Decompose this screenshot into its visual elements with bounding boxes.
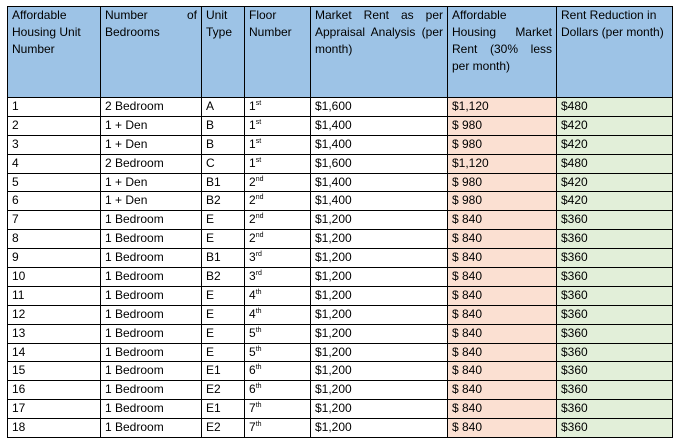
rent-reduction-cell: $360 (557, 362, 673, 381)
market-rent-cell: $1,200 (311, 230, 448, 249)
floor-suffix: st (255, 137, 262, 145)
unit-type-cell: E (202, 305, 245, 324)
floor-cell (245, 305, 311, 324)
unit-type-cell: E (202, 343, 245, 362)
floor-number: 4 (249, 306, 256, 321)
header-affordable-rent: Affordable Housing Market Rent (30% less per month) (448, 7, 557, 98)
unit-type-cell: E (202, 211, 245, 230)
floor-number: 7 (249, 401, 256, 416)
floor-cell (245, 362, 311, 381)
affordable-rent-cell: $ 840 (448, 286, 557, 305)
header-bedrooms: Number of Bedrooms (101, 7, 202, 98)
floor-cell (245, 230, 311, 249)
table-row (8, 116, 673, 135)
floor-number: 3 (249, 269, 256, 284)
floor-cell (245, 116, 311, 135)
market-rent-cell: $1,200 (311, 324, 448, 343)
floor-cell (245, 268, 311, 287)
table-row (8, 362, 673, 381)
rent-reduction-cell: $360 (557, 381, 673, 400)
header-rent-reduction: Rent Reduction in Dollars (per month) (557, 7, 673, 98)
unit-type-cell: E2 (202, 381, 245, 400)
affordable-rent-cell: $ 840 (448, 230, 557, 249)
rent-reduction-cell: $420 (557, 116, 673, 135)
unit-type-cell: B1 (202, 173, 245, 192)
unit-number-cell: 11 (8, 286, 101, 305)
affordable-rent-cell: $ 980 (448, 116, 557, 135)
market-rent-cell: $1,400 (311, 173, 448, 192)
market-rent-cell: $1,600 (311, 98, 448, 117)
table-row (8, 400, 673, 419)
rent-reduction-cell: $360 (557, 230, 673, 249)
floor-cell (245, 154, 311, 173)
rent-reduction-cell: $360 (557, 286, 673, 305)
floor-suffix: th (255, 288, 262, 296)
bedrooms-cell: 1 + Den (101, 173, 202, 192)
table-row (8, 173, 673, 192)
unit-type-cell: A (202, 98, 245, 117)
header-floor: Floor Number (245, 7, 311, 98)
bedrooms-cell: 1 Bedroom (101, 249, 202, 268)
bedrooms-cell: 1 Bedroom (101, 362, 202, 381)
header-row (8, 7, 673, 98)
floor-suffix: th (255, 421, 262, 429)
floor-cell (245, 381, 311, 400)
unit-number-cell: 7 (8, 211, 101, 230)
unit-number-cell: 5 (8, 173, 101, 192)
affordable-rent-cell: $ 840 (448, 381, 557, 400)
unit-number-cell: 16 (8, 381, 101, 400)
table-row (8, 230, 673, 249)
floor-suffix: th (255, 402, 262, 410)
table-row (8, 343, 673, 362)
floor-cell (245, 192, 311, 211)
unit-type-cell: C (202, 154, 245, 173)
rent-reduction-cell: $360 (557, 400, 673, 419)
market-rent-cell: $1,200 (311, 381, 448, 400)
unit-type-cell: B (202, 135, 245, 154)
floor-number: 6 (249, 382, 256, 397)
table-row (8, 381, 673, 400)
floor-suffix: th (255, 326, 262, 334)
table-row (8, 154, 673, 173)
rent-reduction-cell: $420 (557, 135, 673, 154)
affordable-rent-cell: $ 840 (448, 324, 557, 343)
floor-suffix: st (255, 156, 262, 164)
floor-cell (245, 249, 311, 268)
unit-number-cell: 18 (8, 419, 101, 438)
affordable-rent-cell: $ 980 (448, 192, 557, 211)
bedrooms-cell: 1 Bedroom (101, 305, 202, 324)
floor-suffix: th (255, 383, 262, 391)
market-rent-cell: $1,200 (311, 419, 448, 438)
unit-type-cell: E1 (202, 362, 245, 381)
unit-type-cell: B2 (202, 192, 245, 211)
floor-suffix: rd (255, 251, 262, 259)
floor-number: 1 (249, 136, 256, 151)
affordable-rent-cell: $ 840 (448, 211, 557, 230)
floor-cell (245, 324, 311, 343)
rent-reduction-cell: $420 (557, 173, 673, 192)
bedrooms-cell: 1 Bedroom (101, 230, 202, 249)
unit-number-cell: 14 (8, 343, 101, 362)
affordable-rent-cell: $1,120 (448, 98, 557, 117)
affordable-rent-cell: $ 840 (448, 343, 557, 362)
market-rent-cell: $1,200 (311, 362, 448, 381)
unit-type-cell: E1 (202, 400, 245, 419)
header-unit-type: Unit Type (202, 7, 245, 98)
unit-number-cell: 1 (8, 98, 101, 117)
floor-suffix: st (255, 118, 262, 126)
floor-number: 2 (249, 231, 256, 246)
unit-number-cell: 3 (8, 135, 101, 154)
table-row (8, 324, 673, 343)
unit-number-cell: 13 (8, 324, 101, 343)
rent-reduction-cell: $360 (557, 211, 673, 230)
affordable-rent-cell: $ 840 (448, 419, 557, 438)
market-rent-cell: $1,200 (311, 249, 448, 268)
table-row (8, 192, 673, 211)
affordable-rent-cell: $ 980 (448, 173, 557, 192)
rent-reduction-cell: $480 (557, 154, 673, 173)
unit-number-cell: 15 (8, 362, 101, 381)
floor-number: 5 (249, 325, 256, 340)
table-row (8, 305, 673, 324)
floor-number: 7 (249, 420, 256, 435)
bedrooms-cell: 1 + Den (101, 116, 202, 135)
floor-number: 1 (249, 99, 256, 113)
unit-type-cell: E2 (202, 419, 245, 438)
floor-cell (245, 98, 311, 117)
floor-cell (245, 286, 311, 305)
affordable-rent-cell: $ 840 (448, 268, 557, 287)
floor-cell (245, 173, 311, 192)
unit-number-cell: 12 (8, 305, 101, 324)
market-rent-cell: $1,200 (311, 305, 448, 324)
market-rent-cell: $1,400 (311, 192, 448, 211)
market-rent-cell: $1,200 (311, 286, 448, 305)
floor-number: 1 (249, 117, 256, 132)
floor-cell (245, 400, 311, 419)
market-rent-cell: $1,200 (311, 211, 448, 230)
floor-suffix: th (255, 307, 262, 315)
bedrooms-cell: 1 Bedroom (101, 268, 202, 287)
bedrooms-cell: 1 Bedroom (101, 324, 202, 343)
rent-reduction-cell: $480 (557, 98, 673, 117)
floor-number: 4 (249, 287, 256, 302)
floor-suffix: nd (255, 175, 264, 183)
unit-number-cell: 2 (8, 116, 101, 135)
affordable-rent-cell: $ 980 (448, 135, 557, 154)
market-rent-cell: $1,200 (311, 400, 448, 419)
bedrooms-cell: 2 Bedroom (101, 154, 202, 173)
market-rent-cell: $1,200 (311, 343, 448, 362)
floor-number: 2 (249, 193, 256, 208)
rent-reduction-cell: $420 (557, 192, 673, 211)
unit-type-cell: E (202, 324, 245, 343)
floor-suffix: rd (255, 270, 262, 278)
market-rent-cell: $1,400 (311, 135, 448, 154)
affordable-rent-cell: $ 840 (448, 400, 557, 419)
floor-number: 5 (249, 344, 256, 359)
unit-number-cell: 9 (8, 249, 101, 268)
bedrooms-cell: 1 Bedroom (101, 211, 202, 230)
rent-reduction-cell: $360 (557, 419, 673, 438)
table-body (8, 98, 673, 438)
affordable-rent-cell: $ 840 (448, 305, 557, 324)
affordable-rent-cell: $ 840 (448, 249, 557, 268)
table-row (8, 268, 673, 287)
floor-cell (245, 343, 311, 362)
floor-suffix: th (255, 345, 262, 353)
table-row (8, 249, 673, 268)
bedrooms-cell: 1 Bedroom (101, 400, 202, 419)
bedrooms-cell: 1 Bedroom (101, 381, 202, 400)
table-row (8, 211, 673, 230)
floor-number: 2 (249, 174, 256, 189)
affordable-rent-cell: $ 840 (448, 362, 557, 381)
rent-reduction-cell: $360 (557, 324, 673, 343)
unit-type-cell: B (202, 116, 245, 135)
floor-number: 6 (249, 363, 256, 378)
market-rent-cell: $1,400 (311, 116, 448, 135)
rent-reduction-cell: $360 (557, 268, 673, 287)
affordable-rent-cell: $1,120 (448, 154, 557, 173)
bedrooms-cell: 1 Bedroom (101, 419, 202, 438)
floor-cell (245, 211, 311, 230)
unit-type-cell: B2 (202, 268, 245, 287)
rent-reduction-cell: $360 (557, 249, 673, 268)
header-unit-number: Affordable Housing Unit Number (8, 7, 101, 98)
rent-reduction-cell: $360 (557, 305, 673, 324)
unit-number-cell: 8 (8, 230, 101, 249)
market-rent-cell: $1,200 (311, 268, 448, 287)
market-rent-cell: $1,600 (311, 154, 448, 173)
header-market-rent: Market Rent as per Appraisal Analysis (per month) (311, 7, 448, 98)
floor-number: 1 (249, 155, 256, 170)
table-row (8, 98, 673, 117)
bedrooms-cell: 1 Bedroom (101, 286, 202, 305)
bedrooms-cell: 1 Bedroom (101, 343, 202, 362)
rent-reduction-cell: $360 (557, 343, 673, 362)
floor-suffix: nd (255, 194, 264, 202)
floor-suffix: th (255, 364, 262, 372)
unit-type-cell: E (202, 230, 245, 249)
floor-suffix: nd (255, 213, 264, 221)
unit-number-cell: 10 (8, 268, 101, 287)
table-row (8, 135, 673, 154)
unit-number-cell: 6 (8, 192, 101, 211)
bedrooms-cell: 2 Bedroom (101, 98, 202, 117)
table-row (8, 286, 673, 305)
floor-cell (245, 419, 311, 438)
bedrooms-cell: 1 + Den (101, 192, 202, 211)
floor-suffix: st (255, 100, 262, 107)
affordable-housing-table (7, 6, 673, 438)
floor-number: 2 (249, 212, 256, 227)
unit-type-cell: E (202, 286, 245, 305)
bedrooms-cell: 1 + Den (101, 135, 202, 154)
floor-cell (245, 135, 311, 154)
table-row (8, 419, 673, 438)
floor-number: 3 (249, 250, 256, 265)
unit-number-cell: 17 (8, 400, 101, 419)
unit-number-cell: 4 (8, 154, 101, 173)
unit-type-cell: B1 (202, 249, 245, 268)
floor-suffix: nd (255, 232, 264, 240)
